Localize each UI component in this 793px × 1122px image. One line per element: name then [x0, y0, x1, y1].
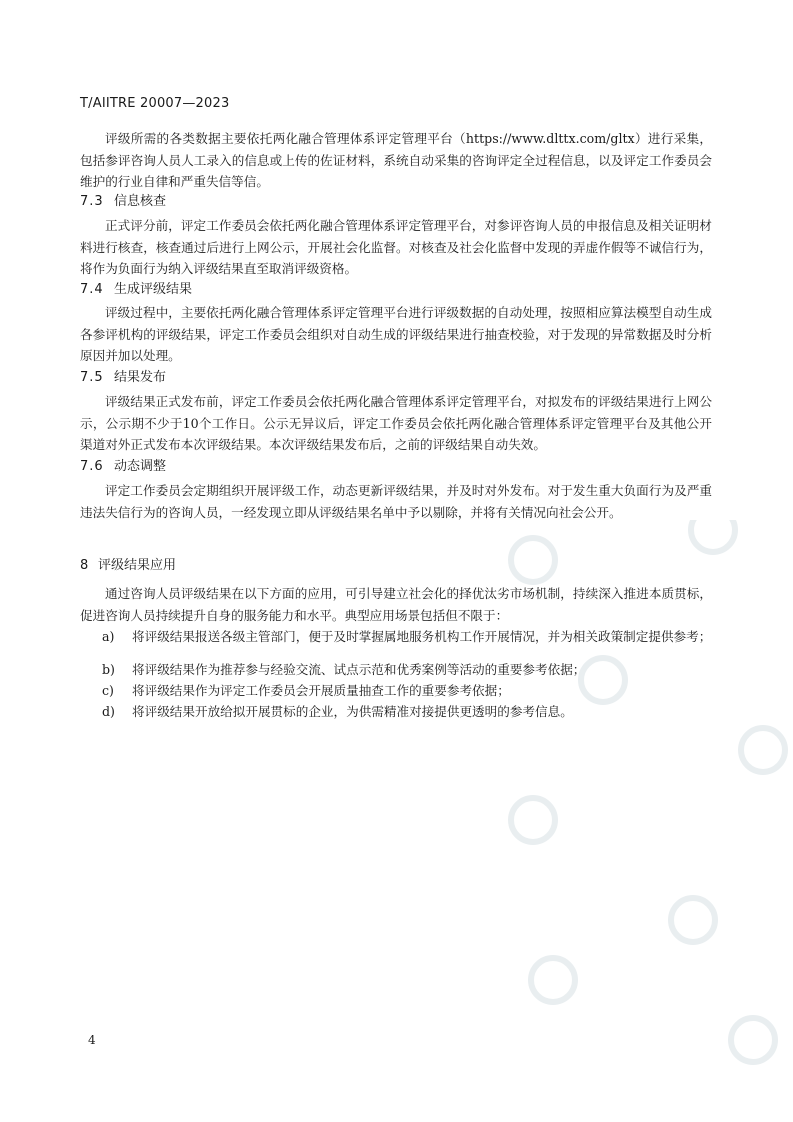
section-7-4-heading [80, 280, 192, 300]
section-7-3-body: 正式评分前，评定工作委员会依托两化融合管理体系评定管理平台，对参评咨询人员的申报信息及相关证明材料进行核查，核查通过后进行上网公示，开展社会化监督。对核查及社会化监督中发现的弄虚作假等不诚信行为，将作为负面行为纳入评级结果直至取消评级资格。 [80, 218, 712, 276]
list-marker: b) [102, 662, 115, 677]
list-marker: c) [102, 683, 114, 698]
page-number: 4 [88, 1033, 96, 1047]
section-7-5-body: 评级结果正式发布前，评定工作委员会依托两化融合管理体系评定管理平台，对拟发布的评级结果进行上网公示，公示期不少于10个工作日。公示无异议后，评定工作委员会依托两化融合管理体系评定管理平台及其他公开渠道对外正式发布本次评级结果。本次评级结果发布后，之前的评级结果自动失效。 [80, 394, 712, 452]
list-item [80, 626, 712, 648]
section-7-5-heading [80, 368, 166, 388]
section-title: 评级结果应用 [98, 558, 177, 573]
list-marker: a) [102, 629, 115, 644]
list-item [80, 701, 712, 723]
section-7-3-heading [80, 192, 166, 212]
section-number: 7.3 [80, 194, 104, 209]
section-8-heading [80, 556, 176, 576]
section-title: 信息核查 [114, 194, 167, 209]
list-item [80, 659, 712, 681]
section-7-6-body: 评定工作委员会定期组织开展评级工作，动态更新评级结果，并及时对外发布。对于发生重大负面行为及严重违法失信行为的咨询人员，一经发现立即从评级结果名单中予以剔除，并将有关情况向社会公开。 [80, 483, 712, 520]
list-marker: d) [102, 704, 115, 719]
section-7-6-heading [80, 457, 166, 477]
intro-paragraph: 评级所需的各类数据主要依托两化融合管理体系评定管理平台（https://www.dlttx.com/gltx）进行采集，包括参评咨询人员人工录入的信息或上传的佐证材料，系统自动采集的咨询评定全过程信息，以及评定工作委员会维护的行业自律和严重失信等信。 [80, 131, 712, 189]
section-title: 结果发布 [114, 370, 167, 385]
list-text: 将评级结果作为推荐参与经验交流、试点示范和优秀案例等活动的重要参考依据； [132, 662, 586, 677]
section-8-body: 通过咨询人员评级结果在以下方面的应用，可引导建立社会化的择优汰劣市场机制，持续深入推进本质贯标，促进咨询人员持续提升自身的服务能力和水平。典型应用场景包括但不限于： [80, 586, 712, 623]
section-number: 8 [80, 558, 89, 573]
list-text: 将评级结果开放给拟开展贯标的企业，为供需精准对接提供更透明的参考信息。 [132, 704, 573, 719]
standard-code: T/AIITRE 20007—2023 [80, 96, 230, 111]
section-number: 7.6 [80, 459, 104, 474]
section-title: 生成评级结果 [114, 282, 193, 297]
section-title: 动态调整 [114, 459, 167, 474]
list-text: 将评级结果报送各级主管部门，便于及时掌握属地服务机构工作开展情况，并为相关政策制定提供参考； [132, 629, 712, 644]
section-7-4-body: 评级过程中，主要依托两化融合管理体系评定管理平台进行评级数据的自动处理，按照相应算法模型自动生成各参评机构的评级结果，评定工作委员会组织对自动生成的评级结果进行抽查校验，对于发现的异常数据及时分析原因并加以处理。 [80, 305, 712, 363]
section-number: 7.5 [80, 370, 104, 385]
section-number: 7.4 [80, 282, 104, 297]
list-text: 将评级结果作为评定工作委员会开展质量抽查工作的重要参考依据； [132, 683, 510, 698]
list-item [80, 680, 712, 702]
